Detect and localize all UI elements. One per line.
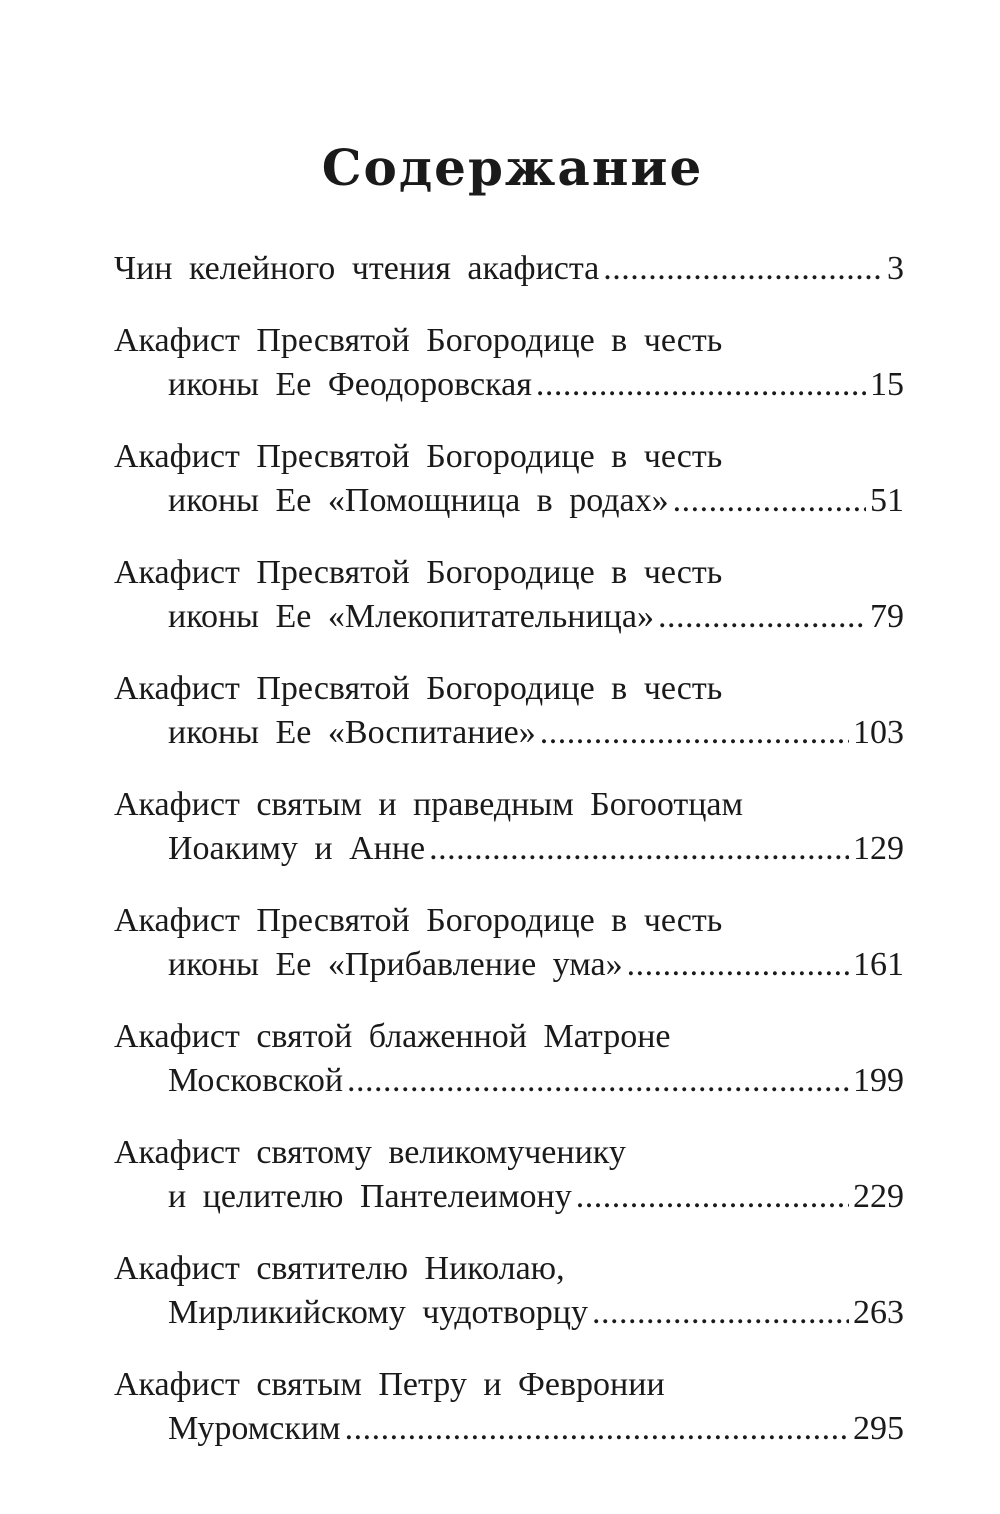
dot-leader xyxy=(603,247,883,291)
toc-entry xyxy=(114,435,904,523)
dot-leader xyxy=(658,595,866,639)
dot-leader xyxy=(345,1407,849,1451)
toc-entry-text: иконы Ее Феодоровская xyxy=(168,366,532,403)
toc-entry-first-line: Акафист Пресвятой Богородице в честь xyxy=(114,438,723,475)
toc-entry-text: Иоакиму и Анне xyxy=(168,830,426,867)
page-title: Содержание xyxy=(321,138,704,197)
table-of-contents xyxy=(114,247,904,1479)
toc-entry-line xyxy=(114,363,904,407)
toc-entry-first-line: Акафист Пресвятой Богородице в честь xyxy=(114,322,723,359)
toc-entry-text: Муромским xyxy=(168,1410,341,1447)
toc-entry-line xyxy=(114,595,904,639)
toc-page-number: 295 xyxy=(853,1410,904,1447)
dot-leader xyxy=(592,1291,849,1335)
dot-leader xyxy=(673,479,866,523)
dot-leader xyxy=(540,711,849,755)
toc-page-number: 51 xyxy=(870,482,904,519)
toc-entry-first-line: Акафист святителю Николаю, xyxy=(114,1250,565,1287)
dot-leader xyxy=(576,1175,849,1219)
toc-entry-first-line: Акафист святой блаженной Матроне xyxy=(114,1018,671,1055)
toc-entry-line xyxy=(114,1291,904,1335)
toc-entry-line xyxy=(114,1059,904,1103)
toc-page-number: 15 xyxy=(870,366,904,403)
toc-entry-first-line: Акафист святым и праведным Богоотцам xyxy=(114,786,744,823)
toc-entry-first-line: Акафист Пресвятой Богородице в честь xyxy=(114,902,723,939)
toc-entry-text: и целителю Пантелеимону xyxy=(168,1178,572,1215)
toc-entry-text: Чин келейного чтения акафиста xyxy=(114,250,600,287)
dot-leader xyxy=(627,943,849,987)
toc-entry-line xyxy=(114,711,904,755)
toc-entry-first-line: Акафист святым Петру и Февронии xyxy=(114,1366,665,1403)
toc-page-number: 161 xyxy=(853,946,904,983)
toc-page-number: 129 xyxy=(853,830,904,867)
toc-entry-first-line: Акафист Пресвятой Богородице в честь xyxy=(114,670,723,707)
toc-entry-text: Мирликийскому чудотворцу xyxy=(168,1294,588,1331)
toc-entry-first-line: Акафист святому великомученику xyxy=(114,1134,626,1171)
toc-page-number: 229 xyxy=(853,1178,904,1215)
toc-entry-text: иконы Ее «Помощница в родах» xyxy=(168,482,669,519)
dot-leader xyxy=(347,1059,849,1103)
toc-entry xyxy=(114,319,904,407)
toc-entry xyxy=(114,247,904,291)
dot-leader xyxy=(536,363,866,407)
toc-entry-line xyxy=(114,943,904,987)
dot-leader xyxy=(429,827,849,871)
toc-entry-text: иконы Ее «Прибавление ума» xyxy=(168,946,623,983)
toc-page-number: 3 xyxy=(887,250,904,287)
toc-entry-line xyxy=(114,247,904,291)
toc-entry xyxy=(114,667,904,755)
toc-entry xyxy=(114,1247,904,1335)
toc-entry-text: иконы Ее «Воспитание» xyxy=(168,714,536,751)
toc-entry-text: иконы Ее «Млекопитательница» xyxy=(168,598,654,635)
toc-entry xyxy=(114,1015,904,1103)
toc-entry xyxy=(114,899,904,987)
toc-entry xyxy=(114,1131,904,1219)
toc-page-number: 199 xyxy=(853,1062,904,1099)
toc-entry-first-line: Акафист Пресвятой Богородице в честь xyxy=(114,554,723,591)
toc-entry xyxy=(114,1363,904,1451)
toc-entry-line xyxy=(114,479,904,523)
toc-entry-line xyxy=(114,827,904,871)
toc-entry-line xyxy=(114,1407,904,1451)
toc-entry xyxy=(114,551,904,639)
toc-entry-text: Московской xyxy=(168,1062,344,1099)
toc-page-number: 103 xyxy=(853,714,904,751)
toc-entry xyxy=(114,783,904,871)
toc-entry-line xyxy=(114,1175,904,1219)
toc-page-number: 263 xyxy=(853,1294,904,1331)
toc-page-number: 79 xyxy=(870,598,904,635)
